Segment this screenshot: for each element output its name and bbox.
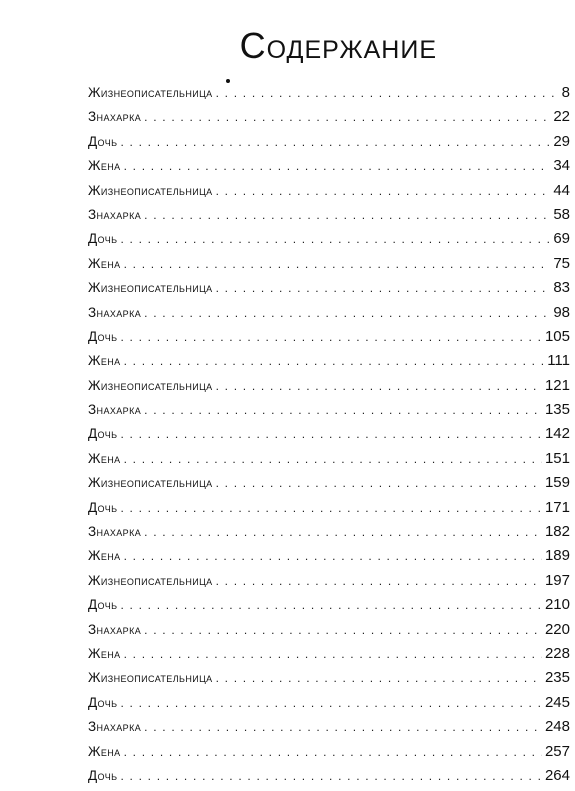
toc-entry-page-number: 235 bbox=[544, 669, 570, 687]
toc-entry-page-number: 257 bbox=[544, 742, 570, 760]
toc-entry-page-number: 34 bbox=[553, 157, 570, 175]
toc-entry-page-number: 69 bbox=[553, 230, 570, 248]
toc-entry-page-number: 121 bbox=[544, 376, 570, 394]
toc-entry[interactable] bbox=[88, 108, 570, 132]
toc-entry-label: Дочь bbox=[88, 328, 118, 344]
dot-leader bbox=[120, 696, 542, 710]
toc-entry[interactable] bbox=[88, 450, 570, 474]
toc-entry-label: Знахарка bbox=[88, 206, 142, 222]
dot-leader bbox=[144, 306, 550, 320]
dot-leader bbox=[124, 257, 551, 271]
dot-leader bbox=[144, 623, 542, 637]
dot-leader bbox=[144, 208, 550, 222]
toc-entry[interactable] bbox=[88, 474, 570, 498]
toc-entry-label: Знахарка bbox=[88, 109, 142, 125]
toc-entry-label: Жизнеописательница bbox=[88, 475, 213, 491]
dot-leader bbox=[120, 135, 550, 149]
toc-entry-page-number: 182 bbox=[544, 523, 570, 541]
toc-entry[interactable] bbox=[88, 401, 570, 425]
toc-entry-label: Дочь bbox=[88, 694, 118, 710]
dot-leader bbox=[124, 452, 542, 466]
toc-entry-page-number: 44 bbox=[553, 181, 570, 199]
dot-leader bbox=[216, 574, 542, 588]
toc-entry-label: Жизнеописательница bbox=[88, 377, 213, 393]
dot-leader bbox=[124, 745, 542, 759]
dot-leader bbox=[124, 647, 542, 661]
dot-leader bbox=[144, 110, 550, 124]
dot-leader bbox=[144, 403, 542, 417]
toc-entry-page-number: 135 bbox=[544, 401, 570, 419]
toc-entry-label: Дочь bbox=[88, 767, 118, 783]
toc-entry[interactable] bbox=[88, 279, 570, 303]
toc-entry-label: Жизнеописательница bbox=[88, 280, 213, 296]
toc-entry[interactable] bbox=[88, 645, 570, 669]
dot-leader bbox=[216, 671, 542, 685]
toc-entry-label: Жена bbox=[88, 645, 121, 661]
toc-entry-page-number: 22 bbox=[553, 108, 570, 126]
toc-entry-label: Жизнеописательница bbox=[88, 85, 213, 100]
toc-entry-label: Знахарка bbox=[88, 304, 142, 320]
dot-leader bbox=[120, 427, 542, 441]
dot-leader bbox=[120, 330, 542, 344]
toc-entry[interactable] bbox=[88, 182, 570, 206]
toc-entry-label: Жизнеописательница bbox=[88, 182, 213, 198]
toc-entry[interactable] bbox=[88, 157, 570, 181]
toc-entry-label: Знахарка bbox=[88, 402, 142, 418]
toc-entry[interactable] bbox=[88, 425, 570, 449]
toc-entry-label: Жена bbox=[88, 255, 121, 271]
toc-entry-page-number: 83 bbox=[553, 279, 570, 297]
toc-entry-label: Знахарка bbox=[88, 524, 142, 540]
toc-entry[interactable] bbox=[88, 133, 570, 157]
dot-leader bbox=[216, 184, 551, 198]
toc-entry[interactable] bbox=[88, 304, 570, 328]
toc-entry-page-number: 8 bbox=[561, 84, 570, 101]
toc-entry[interactable] bbox=[88, 718, 570, 742]
toc-entry-label: Жена bbox=[88, 450, 121, 466]
toc-entry[interactable] bbox=[88, 230, 570, 254]
toc-entry-label: Жена bbox=[88, 743, 121, 759]
toc-entry-label: Дочь bbox=[88, 597, 118, 613]
toc-entry[interactable] bbox=[88, 523, 570, 547]
toc-entry-label: Дочь bbox=[88, 133, 118, 149]
toc-entry-label: Жизнеописательница bbox=[88, 572, 213, 588]
toc-entry[interactable] bbox=[88, 352, 570, 376]
toc-entry[interactable] bbox=[88, 596, 570, 620]
toc-entry[interactable] bbox=[88, 572, 570, 596]
toc-entry[interactable] bbox=[88, 743, 570, 767]
toc-entry[interactable] bbox=[88, 767, 570, 791]
toc-entry-page-number: 29 bbox=[553, 132, 570, 150]
toc-entry-label: Знахарка bbox=[88, 719, 142, 735]
toc-entry-label: Жена bbox=[88, 353, 121, 369]
toc-entry[interactable] bbox=[88, 377, 570, 401]
toc-entry-page-number: 111 bbox=[547, 352, 570, 370]
toc-entry-page-number: 264 bbox=[544, 766, 570, 784]
dot-leader bbox=[120, 501, 542, 515]
toc-entry-label: Жена bbox=[88, 548, 121, 564]
dot-leader bbox=[120, 598, 542, 612]
toc-entry-page-number: 142 bbox=[544, 425, 570, 443]
toc-entry[interactable] bbox=[88, 499, 570, 523]
page-title: Содержание bbox=[239, 25, 437, 67]
toc-entry-page-number: 189 bbox=[544, 547, 570, 565]
dot-leader bbox=[120, 232, 550, 246]
toc-entry-label: Жена bbox=[88, 158, 121, 174]
toc-entry-label: Жизнеописательница bbox=[88, 670, 213, 686]
toc-entry-label: Дочь bbox=[88, 426, 118, 442]
dot-leader bbox=[216, 476, 542, 490]
table-of-contents bbox=[88, 84, 570, 791]
toc-entry[interactable] bbox=[88, 694, 570, 718]
dot-leader bbox=[124, 549, 542, 563]
toc-entry[interactable] bbox=[88, 669, 570, 693]
dot-leader bbox=[216, 86, 559, 100]
toc-entry-page-number: 220 bbox=[544, 620, 570, 638]
toc-entry-page-number: 75 bbox=[553, 254, 570, 272]
dot-leader bbox=[120, 769, 542, 783]
dot-leader bbox=[216, 281, 551, 295]
toc-entry[interactable] bbox=[88, 206, 570, 230]
toc-entry-page-number: 105 bbox=[544, 327, 570, 345]
toc-entry-page-number: 197 bbox=[544, 571, 570, 589]
toc-entry[interactable] bbox=[88, 84, 570, 108]
toc-entry-page-number: 58 bbox=[553, 205, 570, 223]
toc-entry-label: Дочь bbox=[88, 231, 118, 247]
toc-entry-label: Знахарка bbox=[88, 621, 142, 637]
toc-entry-page-number: 228 bbox=[544, 644, 570, 662]
toc-entry[interactable] bbox=[88, 547, 570, 571]
toc-entry-page-number: 98 bbox=[553, 303, 570, 321]
toc-entry-label: Дочь bbox=[88, 499, 118, 515]
toc-entry[interactable] bbox=[88, 328, 570, 352]
toc-entry-page-number: 159 bbox=[544, 474, 570, 492]
dot-leader bbox=[144, 525, 542, 539]
toc-entry[interactable] bbox=[88, 621, 570, 645]
toc-entry-page-number: 171 bbox=[544, 498, 570, 516]
dot-leader bbox=[216, 379, 542, 393]
dot-leader bbox=[124, 354, 545, 368]
dot-leader bbox=[144, 720, 542, 734]
toc-entry-page-number: 248 bbox=[544, 718, 570, 736]
toc-entry-page-number: 151 bbox=[544, 449, 570, 467]
toc-entry-page-number: 245 bbox=[544, 693, 570, 711]
toc-entry[interactable] bbox=[88, 255, 570, 279]
toc-entry-page-number: 210 bbox=[544, 596, 570, 614]
ink-dot bbox=[226, 79, 230, 83]
dot-leader bbox=[124, 159, 551, 173]
